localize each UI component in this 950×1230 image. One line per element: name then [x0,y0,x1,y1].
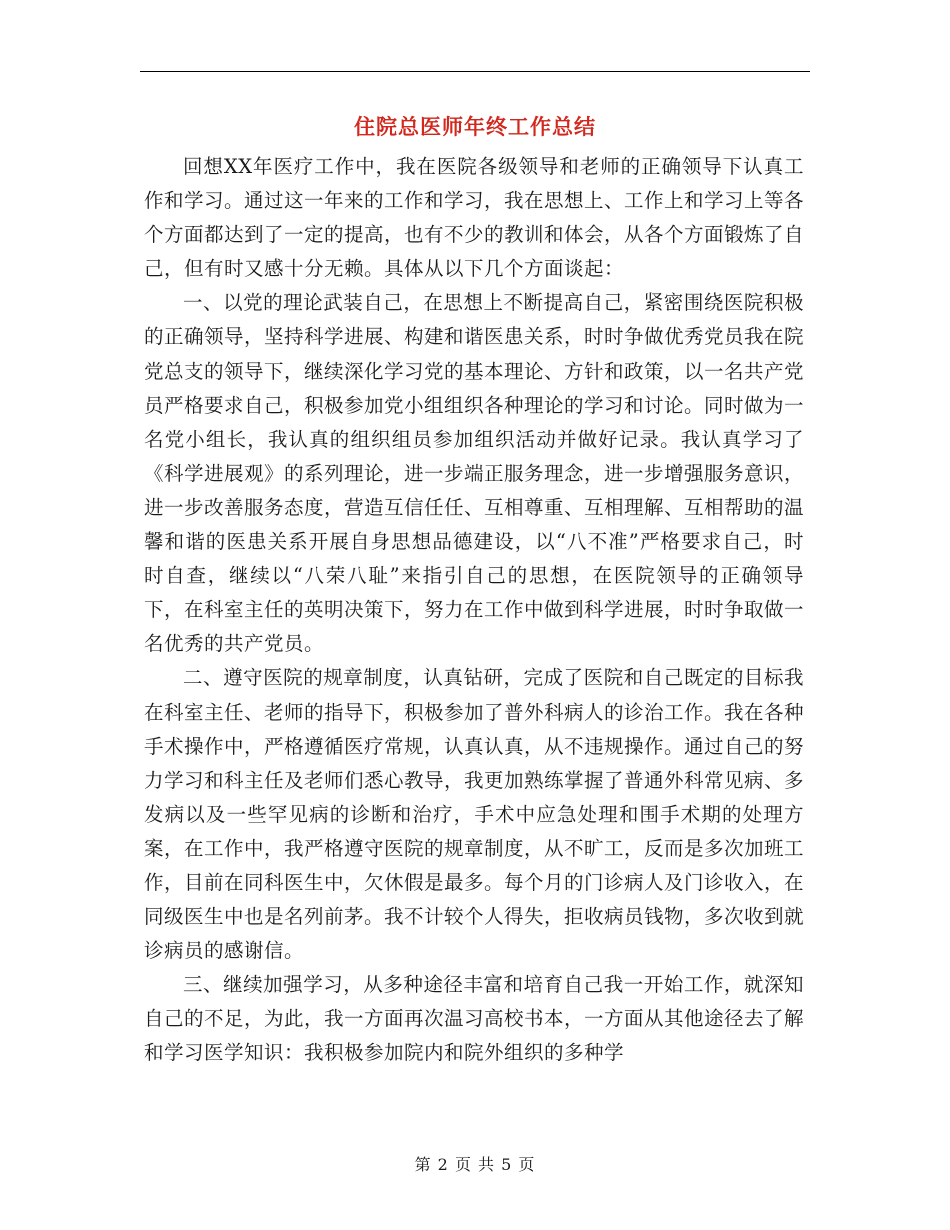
document-body [144,150,804,1071]
paragraph-section-3: 三、继续加强学习，从多种途径丰富和培育自己我一开始工作，就深知自己的不足，为此，我一方面再次温习高校书本，一方面从其他途径去了解和学习医学知识：我积极参加院内和院外组织的多种学 [144,973,805,1065]
paragraph-section-1: 一、以党的理论武装自己，在思想上不断提高自己，紧密围绕医院积极的正确领导，坚持科学进展、构建和谐医患关系，时时争做优秀党员我在院党总支的领导下，继续深化学习党的基本理论、方针和政策，以一名共产党员严格要求自己，积极参加党小组组织各种理论的学习和讨论。同时做为一名党小组长，我认真的组织组员参加组织活动并做好记录。我认真学习了《科学进展观》的系列理论，进一步端正服务理念，进一步增强服务意识，进一步改善服务态度，营造互信任任、互相尊重、互相理解、互相帮助的温馨和谐的医患关系开展自身思想品德建设，以“八不准”严格要求自己，时时自查，继续以“八荣八耻”来指引自己的思想，在医院领导的正确领导下，在科室主任的英明决策下，努力在工作中做到科学进展，时时争取做一名优秀的共产党员。 [144,291,805,656]
document-title: 住院总医师年终工作总结 [354,115,596,139]
header-rule [140,71,810,72]
page-number-footer: 第 2 页 共 5 页 [414,1155,536,1174]
paragraph-intro: 回想XX年医疗工作中，我在医院各级领导和老师的正确领导下认真工作和学习。通过这一年来的工作和学习，我在思想上、工作上和学习上等各个方面都达到了一定的提高，也有不少的教训和体会，从各个方面锻炼了自己，但有时又感十分无赖。具体从以下几个方面谈起： [144,155,805,281]
paragraph-section-2: 二、遵守医院的规章制度，认真钻研，完成了医院和自己既定的目标我在科室主任、老师的指导下，积极参加了普外科病人的诊治工作。我在各种手术操作中，严格遵循医疗常规，认真认真，从不违规操作。通过自己的努力学习和科主任及老师们悉心教导，我更加熟练掌握了普通外科常见病、多发病以及一些罕见病的诊断和治疗，手术中应急处理和围手术期的处理方案，在工作中，我严格遵守医院的规章制度，从不旷工，反而是多次加班工作，目前在同科医生中，欠休假是最多。每个月的门诊病人及门诊收入，在同级医生中也是名列前茅。我不计较个人得失，拒收病员钱物，多次收到就诊病员的感谢信。 [144,666,805,963]
